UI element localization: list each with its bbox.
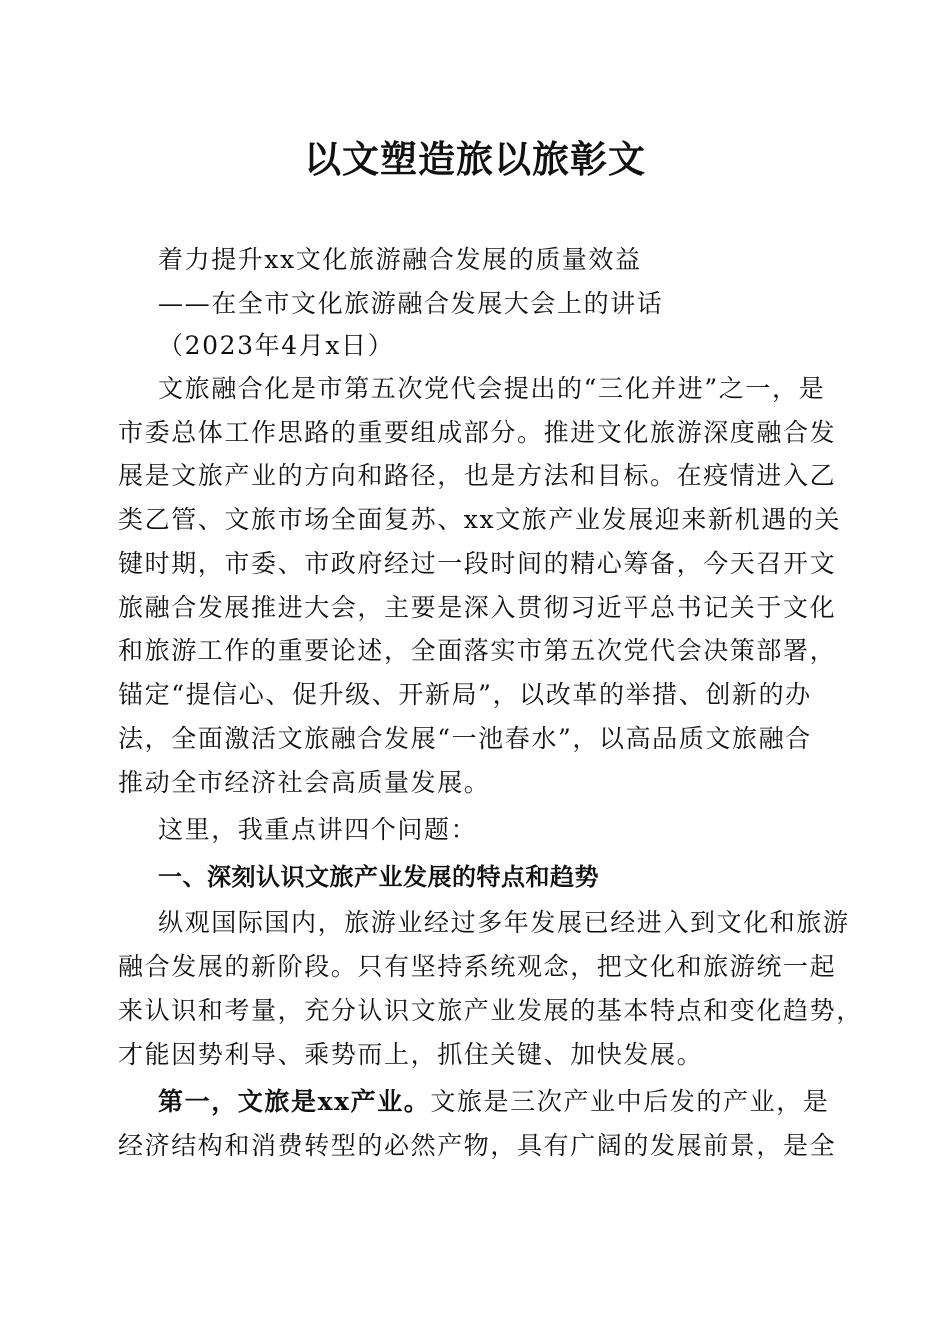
paragraph-line: 类乙管、文旅市场全面复苏、xx文旅产业发展迎来新机遇的关 bbox=[118, 505, 842, 534]
paragraph-line: 市委总体工作思路的重要组成部分。推进文化旅游深度融合发 bbox=[118, 418, 837, 447]
paragraph-intro: 这里，我重点讲四个问题： bbox=[158, 815, 478, 844]
speech-subtitle: 着力提升xx文化旅游融合发展的质量效益 bbox=[158, 245, 642, 274]
paragraph-line: 来认识和考量，充分认识文旅产业发展的基本特点和变化趋势， bbox=[118, 996, 863, 1025]
paragraph-line: 键时期，市委、市政府经过一段时间的精心筹备，今天召开文 bbox=[118, 549, 837, 578]
paragraph-line: 锚定“提信心、促升级、开新局”，以改革的举措、创新的办 bbox=[118, 680, 812, 709]
speech-date: （2023年4月x日） bbox=[158, 331, 395, 360]
paragraph-line: 纵观国际国内，旅游业经过多年发展已经进入到文化和旅游 bbox=[158, 908, 850, 937]
paragraph-line: 融合发展的新阶段。只有坚持系统观念，把文化和旅游统一起 bbox=[118, 952, 837, 981]
paragraph-line: 才能因势利导、乘势而上，抓住关键、加快发展。 bbox=[118, 1040, 704, 1069]
speech-occasion: ——在全市文化旅游融合发展大会上的讲话 bbox=[158, 289, 664, 318]
paragraph-line: 文旅融合化是市第五次党代会提出的“三化并进”之一，是 bbox=[158, 374, 826, 403]
section-heading: 一、深刻认识文旅产业发展的特点和趋势 bbox=[158, 863, 599, 891]
paragraph-text: 文旅是三次产业中后发的产业，是 bbox=[430, 1087, 830, 1116]
paragraph-line: 经济结构和消费转型的必然产物，具有广阔的发展前景，是全 bbox=[118, 1131, 837, 1160]
paragraph-line: 旅融合发展推进大会，主要是深入贯彻习近平总书记关于文化 bbox=[118, 593, 837, 622]
document-title: 以文塑造旅以旅彰文 bbox=[304, 137, 646, 181]
paragraph-line: 和旅游工作的重要论述，全面落实市第五次党代会决策部署， bbox=[118, 636, 837, 665]
paragraph-line: 法，全面激活文旅融合发展“一池春水”，以高品质文旅融合 bbox=[118, 724, 812, 753]
paragraph-lead: 第一，文旅是xx产业。 bbox=[158, 1087, 431, 1116]
paragraph-line bbox=[158, 1082, 838, 1122]
paragraph-line: 展是文旅产业的方向和路径，也是方法和目标。在疫情进入乙 bbox=[118, 461, 837, 490]
paragraph-line: 推动全市经济社会高质量发展。 bbox=[118, 768, 491, 797]
